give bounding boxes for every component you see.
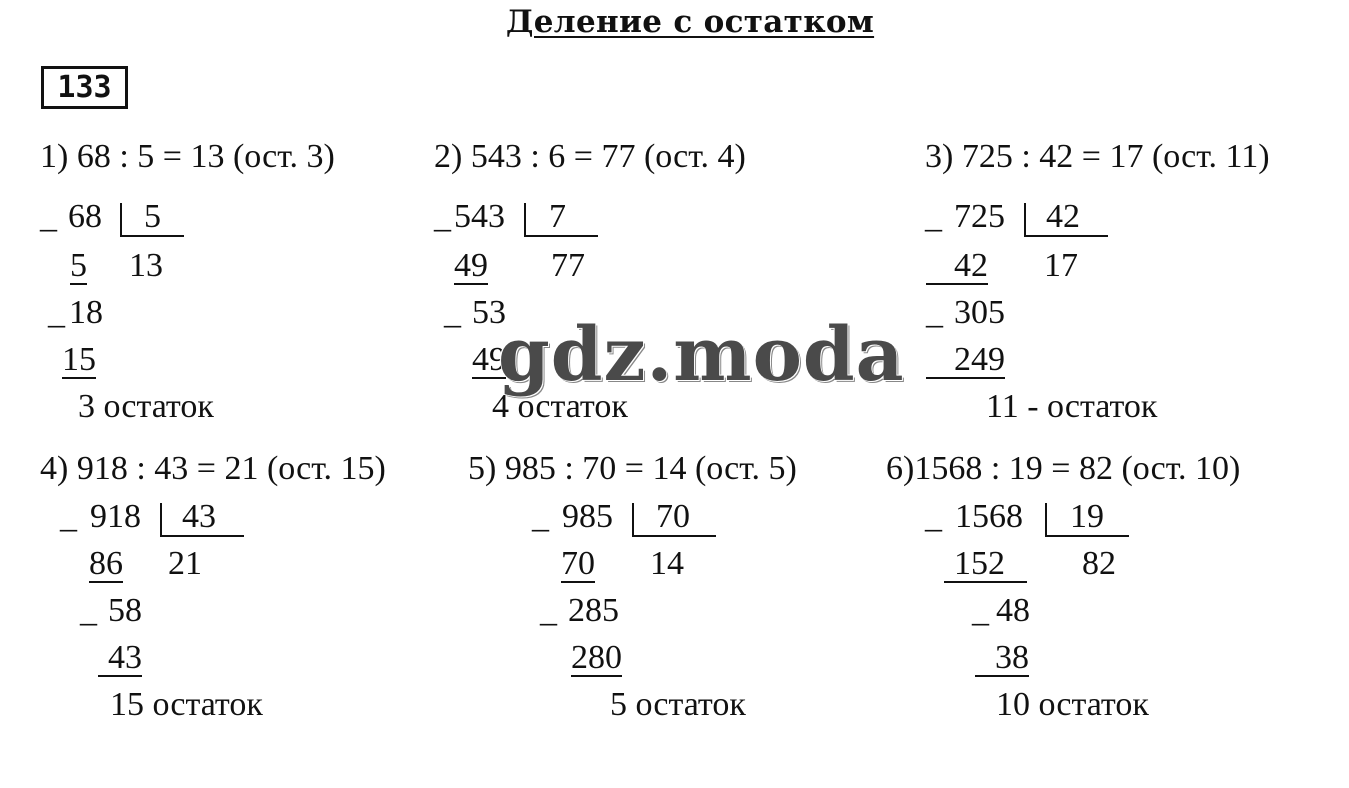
divisor-line-5 <box>632 535 716 537</box>
partial-2: 53 <box>472 294 506 331</box>
divisor-line-3 <box>1024 235 1108 237</box>
remainder-4: 15 остаток <box>110 686 263 723</box>
divisor-3: 42 <box>1046 198 1080 235</box>
subtrahend-4a: 86 <box>89 545 123 582</box>
division-bar-2 <box>524 203 526 237</box>
division-bar-6 <box>1045 503 1047 537</box>
remainder-5: 5 остаток <box>610 686 746 723</box>
subtrahend-2a: 49 <box>454 247 488 284</box>
watermark-logo: gdz.moda <box>498 312 905 398</box>
equation-1: 1) 68 : 5 = 13 (ост. 3) <box>40 138 335 175</box>
partial-6: 48 <box>996 592 1030 629</box>
subtrahend-6a: 152 <box>944 547 1027 583</box>
division-bar-1 <box>120 203 122 237</box>
subtrahend-4b: 43 <box>98 641 142 677</box>
quotient-3: 17 <box>1044 247 1078 284</box>
minus-sign: _ <box>40 198 57 235</box>
equation-5: 5) 985 : 70 = 14 (ост. 5) <box>468 450 797 487</box>
partial-4: 58 <box>108 592 142 629</box>
divisor-line-4 <box>160 535 244 537</box>
division-bar-5 <box>632 503 634 537</box>
subtrahend-1b: 15 <box>62 341 96 378</box>
dividend-5: 985 <box>562 498 613 535</box>
quotient-4: 21 <box>168 545 202 582</box>
minus-sign: _ <box>434 198 451 235</box>
minus-sign: _ <box>444 294 461 331</box>
dividend-2: 543 <box>454 198 505 235</box>
task-number-box: 133 <box>41 66 128 109</box>
subtrahend-3b: 249 <box>926 343 1005 379</box>
subtrahend-3a: 42 <box>926 249 988 285</box>
division-bar-4 <box>160 503 162 537</box>
partial-1: 18 <box>69 294 103 331</box>
subtrahend-5a: 70 <box>561 545 595 582</box>
partial-5: 285 <box>568 592 619 629</box>
division-bar-3 <box>1024 203 1026 237</box>
subtrahend-2b: 49 <box>472 341 506 378</box>
subtrahend-5b: 280 <box>571 639 622 676</box>
dividend-6: 1568 <box>955 498 1023 535</box>
divisor-line-1 <box>120 235 184 237</box>
divisor-1: 5 <box>144 198 161 235</box>
minus-sign: _ <box>925 198 942 235</box>
equation-2: 2) 543 : 6 = 77 (ост. 4) <box>434 138 746 175</box>
minus-sign: _ <box>60 498 77 535</box>
remainder-2: 4 остаток <box>492 388 628 425</box>
subtrahend-6b: 38 <box>975 641 1029 677</box>
divisor-line-2 <box>524 235 598 237</box>
minus-sign: _ <box>926 294 943 331</box>
equation-6: 6)1568 : 19 = 82 (ост. 10) <box>886 450 1241 487</box>
divisor-4: 43 <box>182 498 216 535</box>
remainder-1: 3 остаток <box>78 388 214 425</box>
quotient-1: 13 <box>129 247 163 284</box>
minus-sign: _ <box>532 498 549 535</box>
remainder-3: 11 - остаток <box>986 388 1158 425</box>
minus-sign: _ <box>925 498 942 535</box>
equation-3: 3) 725 : 42 = 17 (ост. 11) <box>925 138 1270 175</box>
divisor-5: 70 <box>656 498 690 535</box>
equation-4: 4) 918 : 43 = 21 (ост. 15) <box>40 450 386 487</box>
remainder-6: 10 остаток <box>996 686 1149 723</box>
dividend-4: 918 <box>90 498 141 535</box>
dividend-3: 725 <box>954 198 1005 235</box>
divisor-2: 7 <box>549 198 566 235</box>
divisor-6: 19 <box>1070 498 1104 535</box>
quotient-5: 14 <box>650 545 684 582</box>
minus-sign: _ <box>80 592 97 629</box>
partial-3: 305 <box>954 294 1005 331</box>
divisor-line-6 <box>1045 535 1129 537</box>
quotient-6: 82 <box>1082 545 1116 582</box>
dividend-1: 68 <box>68 198 102 235</box>
minus-sign: _ <box>972 592 989 629</box>
minus-sign: _ <box>540 592 557 629</box>
quotient-2: 77 <box>551 247 585 284</box>
page-title: Деление с остатком <box>505 4 875 40</box>
minus-sign: _ <box>48 294 65 331</box>
subtrahend-1a: 5 <box>70 247 87 284</box>
